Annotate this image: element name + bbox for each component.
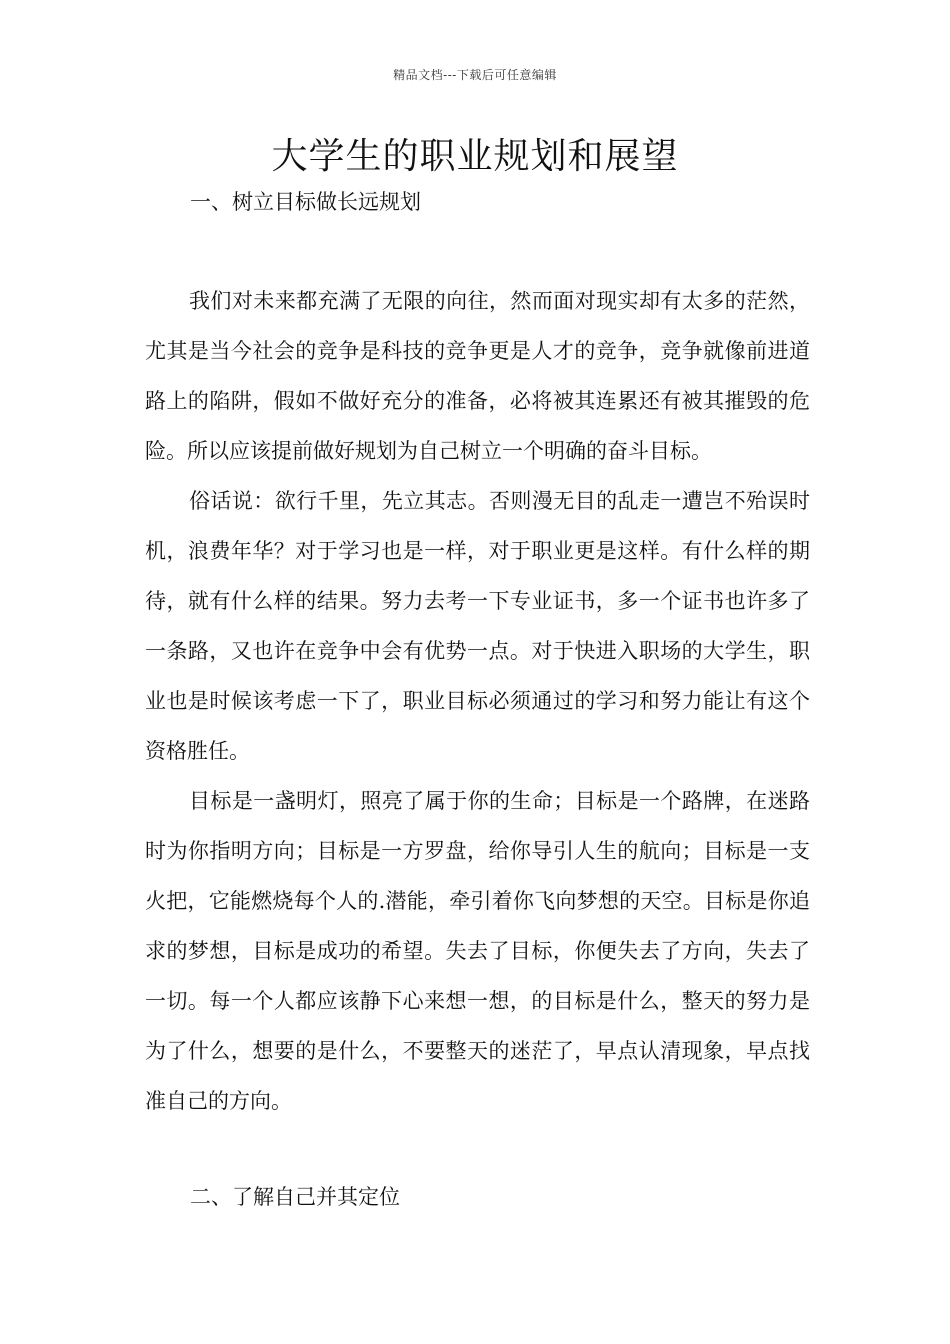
paragraph-2: 俗话说：欲行千里，先立其志。否则漫无目的乱走一遭岂不殆误时机，浪费年华？对于学习也是一样，对于职业更是这样。有什么样的期待，就有什么样的结果。努力去考一下专业证书，多一个证书也许多了一条路，又也许在竞争中会有优势一点。对于快进入职场的大学生，职业也是时候该考虑一下了，职业目标必须通过的学习和努力能让有这个资格胜任。 bbox=[145, 489, 810, 763]
section-heading-1: 一、树立目标做长远规划 bbox=[190, 190, 421, 214]
section-heading-2: 二、了解自己并其定位 bbox=[190, 1185, 400, 1209]
document-title: 大学生的职业规划和展望 bbox=[271, 136, 679, 177]
section-1-body bbox=[145, 276, 810, 1126]
paragraph-1: 我们对未来都充满了无限的向往，然而面对现实却有太多的茫然，尤其是当今社会的竞争是科技的竞争更是人才的竞争，竞争就像前进道路上的陷阱，假如不做好充分的准备，必将被其连累还有被其摧毁的危险。所以应该提前做好规划为自己树立一个明确的奋斗目标。 bbox=[145, 289, 810, 463]
paragraph-3: 目标是一盏明灯，照亮了属于你的生命；目标是一个路牌，在迷路时为你指明方向；目标是一方罗盘，给你导引人生的航向；目标是一支火把，它能燃烧每个人的.潜能，牵引着你飞向梦想的天空。目标是你追求的梦想，目标是成功的希望。失去了目标，你便失去了方向，失去了一切。每一个人都应该静下心来想一想，的目标是什么，整天的努力是为了什么，想要的是什么，不要整天的迷茫了，早点认清现象，早点找准自己的方向。 bbox=[145, 789, 810, 1113]
header-note: 精品文档---下载后可任意编辑 bbox=[393, 68, 557, 82]
